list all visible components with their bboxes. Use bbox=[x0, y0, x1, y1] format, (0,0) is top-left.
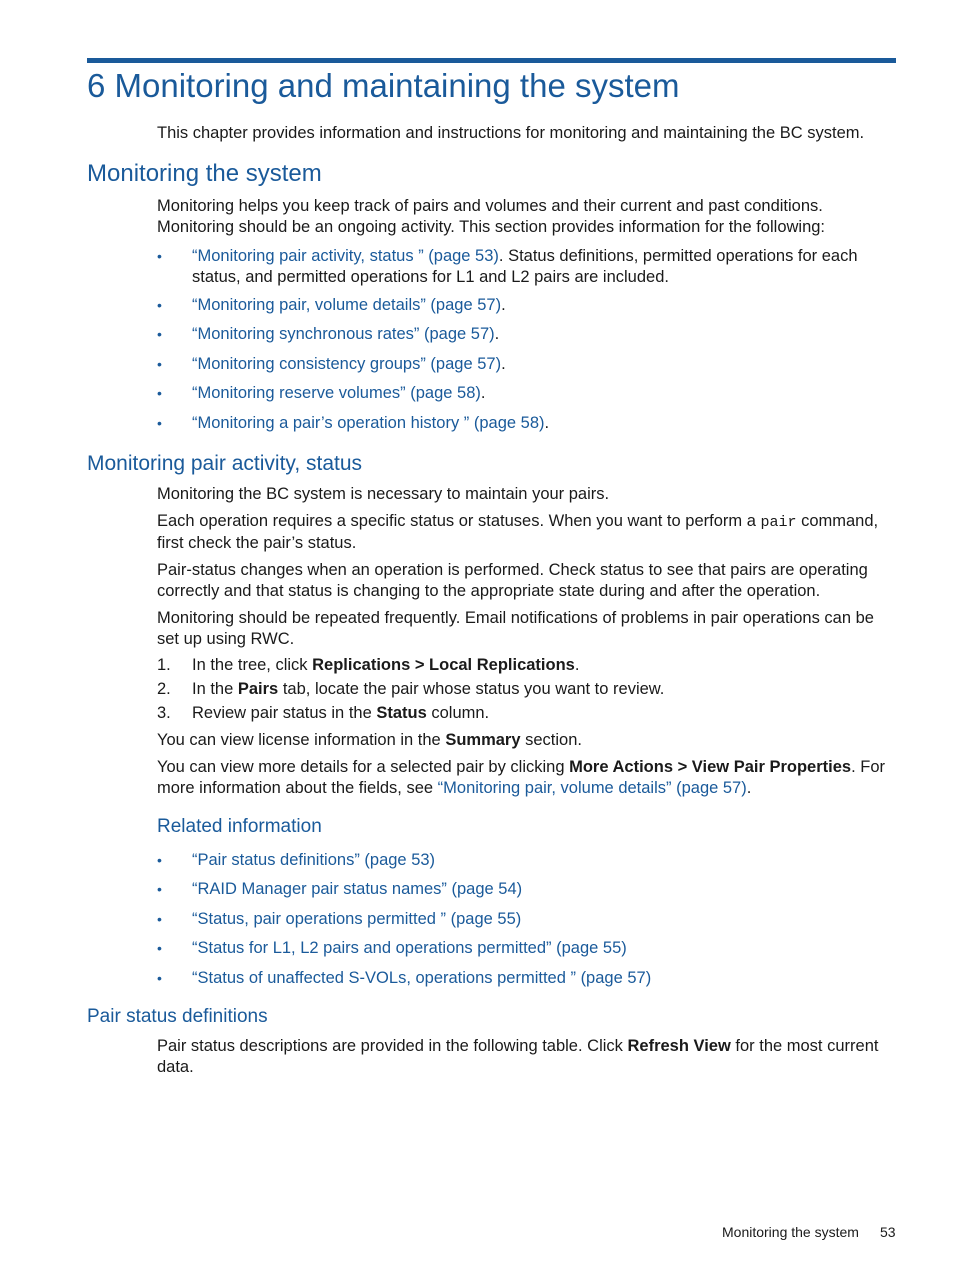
related-link[interactable]: “Status of unaffected S-VOLs, operations permitted ” (page 57) bbox=[192, 969, 652, 987]
step-number: 2. bbox=[157, 680, 171, 698]
p6-text: . For more information about the fields, see bbox=[157, 758, 886, 797]
xref-link[interactable]: “Monitoring pair, volume details” (page 57) bbox=[192, 296, 502, 314]
p2-text-b: command, first check the pair’s status. bbox=[157, 512, 879, 552]
bullet-icon: • bbox=[157, 326, 162, 342]
related-link[interactable]: “RAID Manager pair status names” (page 54) bbox=[192, 880, 523, 898]
bullet-text: . bbox=[544, 414, 550, 432]
chapter-intro: This chapter provides information and instructions for monitoring and maintaining the BC system. bbox=[157, 124, 865, 142]
step-number: 1. bbox=[157, 656, 171, 674]
bullet-icon: • bbox=[157, 297, 162, 313]
monitoring-intro: Monitoring helps you keep track of pairs and volumes and their current and past conditions. Monitoring should be an ongoing activity. This section provides information for the following: bbox=[157, 197, 826, 236]
p2-text-a: Each operation requires a specific status or statuses. When you want to perform a bbox=[157, 512, 761, 530]
p6-text: You can view more details for a selected pair by clicking bbox=[157, 758, 570, 776]
definitions-para bbox=[157, 1036, 897, 1078]
chapter-title: 6 Monitoring and maintaining the system bbox=[87, 67, 680, 104]
pair-activity-p2 bbox=[157, 511, 897, 554]
bullet-icon: • bbox=[157, 248, 162, 264]
bullet-icon: • bbox=[157, 911, 162, 927]
bullet-icon: • bbox=[157, 385, 162, 401]
xref-link[interactable]: “Monitoring pair activity, status ” (page 53) bbox=[192, 247, 499, 265]
bullet-icon: • bbox=[157, 881, 162, 897]
bullet-icon: • bbox=[157, 970, 162, 986]
chapter-rule bbox=[87, 58, 896, 63]
pair-activity-p6 bbox=[157, 757, 897, 799]
page-number: 53 bbox=[880, 1224, 896, 1240]
step-ui-label: Pairs bbox=[237, 680, 279, 698]
bullet-text: . bbox=[480, 384, 486, 402]
refresh-view-label: Refresh View bbox=[627, 1037, 731, 1055]
section-heading-pair-status-definitions: Pair status definitions bbox=[87, 1006, 268, 1027]
bullet-text: . Status definitions, permitted operations for each status, and permitted operations for L1 and L2 pairs are included. bbox=[192, 247, 858, 286]
bullet-text: . bbox=[501, 296, 506, 314]
bullet-text: . bbox=[501, 355, 506, 373]
related-info-heading: Related information bbox=[157, 816, 322, 837]
related-link[interactable]: “Pair status definitions” (page 53) bbox=[192, 851, 436, 869]
related-link[interactable]: “Status, pair operations permitted ” (page 55) bbox=[192, 910, 522, 928]
xref-link[interactable]: “Monitoring synchronous rates” (page 57) bbox=[192, 325, 495, 343]
pair-activity-p4: Monitoring should be repeated frequently. Email notifications of problems in pair operations can be set up using RWC. bbox=[157, 609, 874, 648]
related-link[interactable]: “Status for L1, L2 pairs and operations permitted” (page 55) bbox=[192, 939, 627, 957]
xref-link[interactable]: “Monitoring a pair’s operation history ” (page 58) bbox=[192, 414, 545, 432]
bullet-icon: • bbox=[157, 852, 162, 868]
p6-text: . bbox=[746, 779, 752, 797]
bullet-icon: • bbox=[157, 415, 162, 431]
step-number: 3. bbox=[157, 704, 171, 722]
more-actions-label: More Actions > View Pair Properties bbox=[569, 758, 852, 776]
bullet-text: . bbox=[494, 325, 500, 343]
pair-activity-p1: Monitoring the BC system is necessary to maintain your pairs. bbox=[157, 485, 610, 503]
xref-link[interactable]: “Monitoring reserve volumes” (page 58) bbox=[192, 384, 481, 402]
bullet-icon: • bbox=[157, 940, 162, 956]
step-text: In the bbox=[192, 680, 238, 698]
step-text: tab, locate the pair whose status you want to review. bbox=[278, 680, 665, 698]
step-text: Review pair status in the bbox=[192, 704, 377, 722]
step-text: . bbox=[574, 656, 580, 674]
p5-text: You can view license information in the bbox=[157, 731, 446, 749]
definitions-text: for the most current data. bbox=[157, 1037, 879, 1076]
definitions-text: Pair status descriptions are provided in the following table. Click bbox=[157, 1037, 628, 1055]
pair-activity-p5 bbox=[157, 730, 582, 751]
section-heading-monitoring: Monitoring the system bbox=[87, 160, 322, 187]
step-ui-label: Status bbox=[376, 704, 427, 722]
footer-section-title: Monitoring the system bbox=[722, 1224, 859, 1240]
xref-link[interactable]: “Monitoring consistency groups” (page 57) bbox=[192, 355, 502, 373]
xref-link[interactable]: “Monitoring pair, volume details” (page 57) bbox=[437, 779, 747, 797]
step-ui-label: Replications > Local Replications bbox=[312, 656, 575, 674]
p5-text: section. bbox=[520, 731, 582, 749]
pair-command-code: pair bbox=[760, 514, 797, 531]
step-text: column. bbox=[426, 704, 490, 722]
step-text: In the tree, click bbox=[192, 656, 313, 674]
summary-label: Summary bbox=[445, 731, 521, 749]
pair-activity-p3: Pair-status changes when an operation is performed. Check status to see that pairs are operating correctly and that status is changing to the appropriate state during and after the operation. bbox=[157, 561, 868, 600]
section-heading-pair-activity: Monitoring pair activity, status bbox=[87, 452, 363, 475]
bullet-icon: • bbox=[157, 356, 162, 372]
